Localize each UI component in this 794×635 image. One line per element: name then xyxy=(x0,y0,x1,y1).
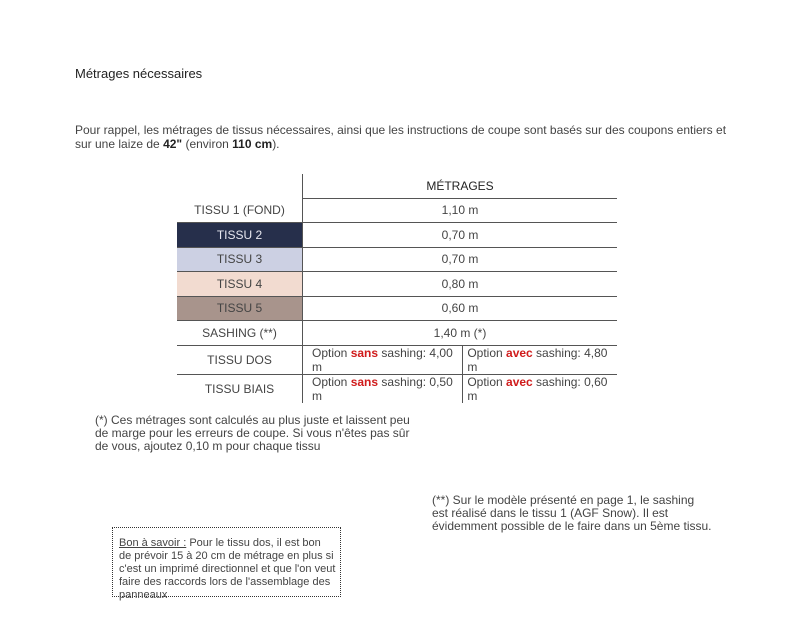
table-row xyxy=(177,296,617,321)
fabric-value: 0,80 m xyxy=(303,272,618,297)
option-with-sashing: Option avec sashing: 0,60 m xyxy=(463,374,617,403)
table-row xyxy=(177,272,617,297)
fabric-value: 0,60 m xyxy=(303,296,618,321)
fabric-label: TISSU 5 xyxy=(177,296,303,321)
fabric-label: TISSU 1 (FOND) xyxy=(177,198,303,223)
option-with-sashing: Option avec sashing: 4,80 m xyxy=(463,345,617,374)
tip-text: Pour le tissu dos, il est bon de prévoir 15 à 20 cm de métrage en plus si c'est un imprimé directionnel et que l'on veut faire des raccords lors de l'assemblage des panneaux xyxy=(119,537,336,601)
table-header-metrages: MÉTRAGES xyxy=(303,174,618,198)
table-row xyxy=(177,198,617,223)
tip-label: Bon à savoir : xyxy=(119,537,187,549)
table-row xyxy=(177,374,617,403)
page-title: Métrages nécessaires xyxy=(75,66,203,81)
fabric-yardage-table xyxy=(177,174,617,403)
table-row xyxy=(177,247,617,272)
tip-box xyxy=(112,527,341,601)
fabric-label: SASHING (**) xyxy=(177,321,303,346)
option-without-sashing: Option sans sashing: 4,00 m xyxy=(303,345,463,374)
table-row xyxy=(177,345,617,374)
footnote-measurements: (*) Ces métrages sont calculés au plus juste et laissent peu de marge pour les erreurs de coupe. Si vous n'êtes pas sûr de vous, ajoutez 0,10 m pour chaque tissu xyxy=(95,413,410,453)
fabric-label: TISSU 4 xyxy=(177,272,303,297)
fabric-label: TISSU 3 xyxy=(177,247,303,272)
fabric-value: 1,10 m xyxy=(303,198,618,223)
option-without-sashing: Option sans sashing: 0,50 m xyxy=(312,374,453,403)
footnote-sashing: (**) Sur le modèle présenté en page 1, le sashing est réalisé dans le tissu 1 (AGF Snow). Il est évidemment possible de le faire dans un 5ème tissu. xyxy=(432,493,712,533)
fabric-value: 1,40 m (*) xyxy=(303,321,618,346)
header-blank-cell xyxy=(177,174,303,198)
intro-paragraph: Pour rappel, les métrages de tissus nécessaires, ainsi que les instructions de coupe sont basés sur des coupons entiers et sur une laize de 42" (environ 110 cm). xyxy=(75,123,727,151)
fabric-label: TISSU BIAIS xyxy=(177,374,303,403)
table-row xyxy=(177,321,617,346)
fabric-value: 0,70 m xyxy=(303,247,618,272)
fabric-label: TISSU 2 xyxy=(177,223,303,248)
fabric-value: 0,70 m xyxy=(303,223,618,248)
fabric-label: TISSU DOS xyxy=(177,345,303,374)
table-row xyxy=(177,223,617,248)
